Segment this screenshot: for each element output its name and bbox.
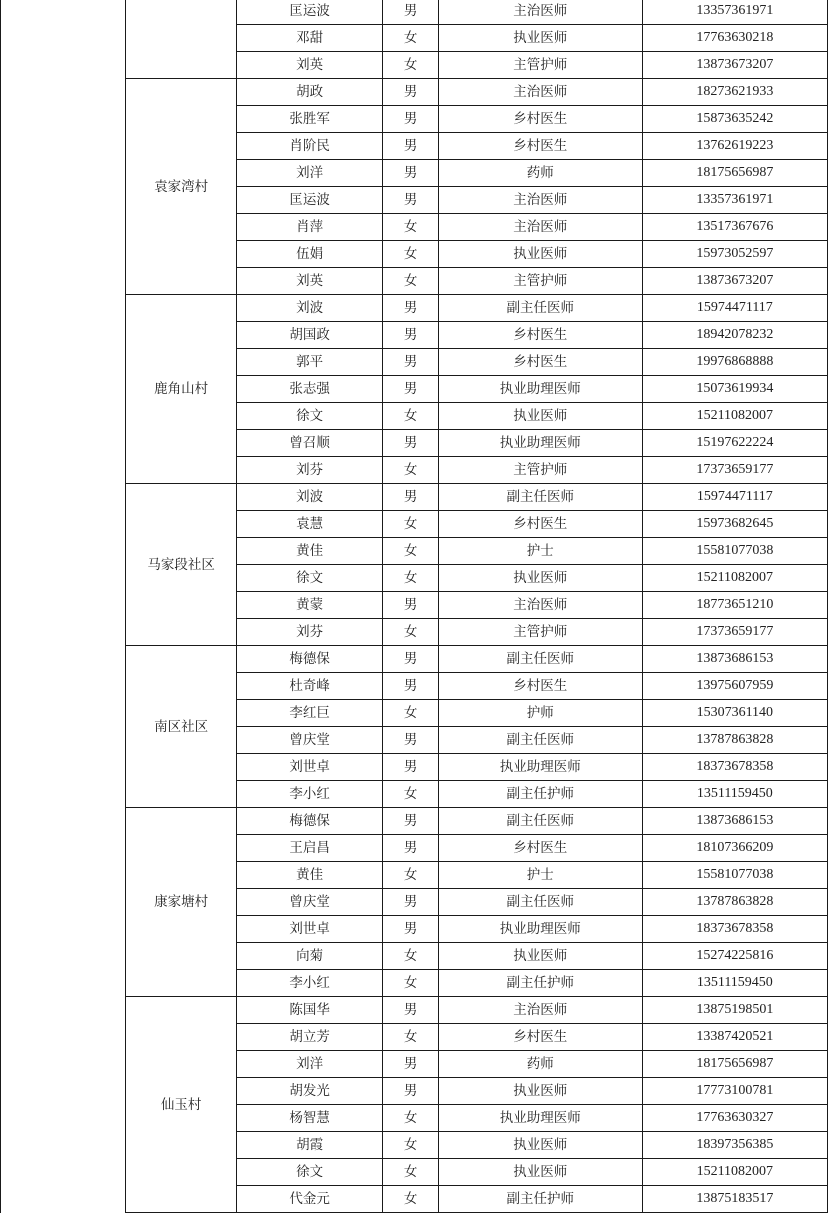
title-cell: 主治医师 bbox=[438, 997, 642, 1024]
gender-cell: 男 bbox=[383, 484, 439, 511]
doctor-name-cell: 刘洋 bbox=[236, 160, 383, 187]
village-name-cell: 鹿角山村 bbox=[126, 295, 236, 484]
phone-cell: 15197622224 bbox=[642, 430, 827, 457]
title-cell: 主管护师 bbox=[438, 619, 642, 646]
phone-cell: 13873686153 bbox=[642, 808, 827, 835]
title-cell: 副主任护师 bbox=[438, 970, 642, 997]
title-cell: 执业助理医师 bbox=[438, 1105, 642, 1132]
phone-cell: 15581077038 bbox=[642, 862, 827, 889]
doctor-name-cell: 胡国政 bbox=[236, 322, 383, 349]
doctor-name-cell: 胡发光 bbox=[236, 1078, 383, 1105]
phone-cell: 13873673207 bbox=[642, 52, 827, 79]
title-cell: 乡村医生 bbox=[438, 835, 642, 862]
gender-cell: 男 bbox=[383, 106, 439, 133]
title-cell: 药师 bbox=[438, 1051, 642, 1078]
doctor-name-cell: 胡立芳 bbox=[236, 1024, 383, 1051]
doctor-name-cell: 梅德保 bbox=[236, 646, 383, 673]
phone-cell: 13873686153 bbox=[642, 646, 827, 673]
doctor-name-cell: 刘英 bbox=[236, 268, 383, 295]
gender-cell: 女 bbox=[383, 511, 439, 538]
gender-cell: 男 bbox=[383, 1078, 439, 1105]
table-row bbox=[1, 79, 828, 106]
phone-cell: 13357361971 bbox=[642, 187, 827, 214]
table-row bbox=[1, 646, 828, 673]
phone-cell: 13787863828 bbox=[642, 889, 827, 916]
gender-cell: 女 bbox=[383, 943, 439, 970]
gender-cell: 男 bbox=[383, 1051, 439, 1078]
phone-cell: 15973052597 bbox=[642, 241, 827, 268]
title-cell: 副主任医师 bbox=[438, 295, 642, 322]
gender-cell: 男 bbox=[383, 295, 439, 322]
gender-cell: 男 bbox=[383, 160, 439, 187]
doctor-name-cell: 肖萍 bbox=[236, 214, 383, 241]
doctor-name-cell: 邓甜 bbox=[236, 25, 383, 52]
title-cell: 执业助理医师 bbox=[438, 376, 642, 403]
doctor-table-body bbox=[1, 0, 828, 1213]
phone-cell: 17373659177 bbox=[642, 457, 827, 484]
doctor-name-cell: 徐文 bbox=[236, 403, 383, 430]
phone-cell: 18107366209 bbox=[642, 835, 827, 862]
doctor-name-cell: 杜奇峰 bbox=[236, 673, 383, 700]
title-cell: 护士 bbox=[438, 862, 642, 889]
phone-cell: 13357361971 bbox=[642, 0, 827, 25]
gender-cell: 女 bbox=[383, 1132, 439, 1159]
phone-cell: 17773100781 bbox=[642, 1078, 827, 1105]
title-cell: 执业医师 bbox=[438, 1078, 642, 1105]
gender-cell: 女 bbox=[383, 1024, 439, 1051]
doctor-name-cell: 胡政 bbox=[236, 79, 383, 106]
doctor-name-cell: 刘芬 bbox=[236, 457, 383, 484]
phone-cell: 15211082007 bbox=[642, 403, 827, 430]
title-cell: 执业助理医师 bbox=[438, 754, 642, 781]
title-cell: 执业医师 bbox=[438, 1132, 642, 1159]
phone-cell: 18373678358 bbox=[642, 754, 827, 781]
village-name-cell: 南区社区 bbox=[126, 646, 236, 808]
title-cell: 执业医师 bbox=[438, 1159, 642, 1186]
title-cell: 主管护师 bbox=[438, 52, 642, 79]
phone-cell: 15873635242 bbox=[642, 106, 827, 133]
village-name-cell: 康家塘村 bbox=[126, 808, 236, 997]
phone-cell: 17763630218 bbox=[642, 25, 827, 52]
doctor-name-cell: 李红巨 bbox=[236, 700, 383, 727]
title-cell: 执业医师 bbox=[438, 565, 642, 592]
gender-cell: 女 bbox=[383, 619, 439, 646]
gender-cell: 男 bbox=[383, 349, 439, 376]
doctor-name-cell: 伍娟 bbox=[236, 241, 383, 268]
gender-cell: 男 bbox=[383, 727, 439, 754]
doctor-name-cell: 刘世卓 bbox=[236, 916, 383, 943]
gender-cell: 女 bbox=[383, 268, 439, 295]
doctor-name-cell: 匡运波 bbox=[236, 0, 383, 25]
phone-cell: 15073619934 bbox=[642, 376, 827, 403]
title-cell: 执业助理医师 bbox=[438, 430, 642, 457]
doctor-name-cell: 梅德保 bbox=[236, 808, 383, 835]
doctor-name-cell: 李小红 bbox=[236, 970, 383, 997]
doctor-name-cell: 匡运波 bbox=[236, 187, 383, 214]
gender-cell: 女 bbox=[383, 52, 439, 79]
phone-cell: 15211082007 bbox=[642, 1159, 827, 1186]
phone-cell: 13875183517 bbox=[642, 1186, 827, 1213]
doctor-name-cell: 刘芬 bbox=[236, 619, 383, 646]
gender-cell: 女 bbox=[383, 700, 439, 727]
doctor-name-cell: 曾庆堂 bbox=[236, 889, 383, 916]
doctor-name-cell: 刘洋 bbox=[236, 1051, 383, 1078]
doctor-name-cell: 李小红 bbox=[236, 781, 383, 808]
doctor-name-cell: 黄佳 bbox=[236, 862, 383, 889]
doctor-name-cell: 徐文 bbox=[236, 565, 383, 592]
phone-cell: 18942078232 bbox=[642, 322, 827, 349]
title-cell: 副主任医师 bbox=[438, 646, 642, 673]
doctor-name-cell: 徐文 bbox=[236, 1159, 383, 1186]
title-cell: 执业医师 bbox=[438, 403, 642, 430]
doctor-name-cell: 肖阶民 bbox=[236, 133, 383, 160]
title-cell: 副主任护师 bbox=[438, 1186, 642, 1213]
title-cell: 执业医师 bbox=[438, 943, 642, 970]
title-cell: 护士 bbox=[438, 538, 642, 565]
gender-cell: 男 bbox=[383, 835, 439, 862]
title-cell: 乡村医生 bbox=[438, 673, 642, 700]
doctor-name-cell: 郭平 bbox=[236, 349, 383, 376]
phone-cell: 13762619223 bbox=[642, 133, 827, 160]
phone-cell: 15307361140 bbox=[642, 700, 827, 727]
gender-cell: 女 bbox=[383, 862, 439, 889]
phone-cell: 18373678358 bbox=[642, 916, 827, 943]
phone-cell: 15274225816 bbox=[642, 943, 827, 970]
doctor-name-cell: 刘波 bbox=[236, 484, 383, 511]
doctor-name-cell: 陈国华 bbox=[236, 997, 383, 1024]
phone-cell: 19976868888 bbox=[642, 349, 827, 376]
gender-cell: 男 bbox=[383, 430, 439, 457]
doctor-name-cell: 王启昌 bbox=[236, 835, 383, 862]
title-cell: 乡村医生 bbox=[438, 322, 642, 349]
gender-cell: 男 bbox=[383, 376, 439, 403]
gender-cell: 男 bbox=[383, 0, 439, 25]
doctor-name-cell: 黄佳 bbox=[236, 538, 383, 565]
phone-cell: 13387420521 bbox=[642, 1024, 827, 1051]
doctor-name-cell: 曾召顺 bbox=[236, 430, 383, 457]
title-cell: 主治医师 bbox=[438, 187, 642, 214]
gender-cell: 男 bbox=[383, 997, 439, 1024]
title-cell: 乡村医生 bbox=[438, 511, 642, 538]
title-cell: 主治医师 bbox=[438, 0, 642, 25]
phone-cell: 15974471117 bbox=[642, 295, 827, 322]
phone-cell: 13517367676 bbox=[642, 214, 827, 241]
title-cell: 副主任医师 bbox=[438, 889, 642, 916]
gender-cell: 女 bbox=[383, 970, 439, 997]
table-row bbox=[1, 295, 828, 322]
title-cell: 副主任护师 bbox=[438, 781, 642, 808]
phone-cell: 13787863828 bbox=[642, 727, 827, 754]
gender-cell: 男 bbox=[383, 592, 439, 619]
village-name-cell: 马家段社区 bbox=[126, 484, 236, 646]
gender-cell: 男 bbox=[383, 673, 439, 700]
phone-cell: 18773651210 bbox=[642, 592, 827, 619]
phone-cell: 18397356385 bbox=[642, 1132, 827, 1159]
blank-column-cell bbox=[1, 295, 126, 484]
blank-column-cell bbox=[1, 0, 126, 79]
doctor-name-cell: 刘波 bbox=[236, 295, 383, 322]
table-row bbox=[1, 808, 828, 835]
doctor-name-cell: 张胜军 bbox=[236, 106, 383, 133]
doctor-name-cell: 黄蒙 bbox=[236, 592, 383, 619]
title-cell: 副主任医师 bbox=[438, 727, 642, 754]
title-cell: 乡村医生 bbox=[438, 133, 642, 160]
gender-cell: 女 bbox=[383, 1105, 439, 1132]
gender-cell: 男 bbox=[383, 133, 439, 160]
title-cell: 副主任医师 bbox=[438, 484, 642, 511]
phone-cell: 13511159450 bbox=[642, 970, 827, 997]
title-cell: 主管护师 bbox=[438, 268, 642, 295]
table-row bbox=[1, 484, 828, 511]
doctor-name-cell: 袁慧 bbox=[236, 511, 383, 538]
phone-cell: 15974471117 bbox=[642, 484, 827, 511]
table-row bbox=[1, 0, 828, 25]
phone-cell: 13873673207 bbox=[642, 268, 827, 295]
village-name-cell: 仙玉村 bbox=[126, 997, 236, 1213]
title-cell: 主治医师 bbox=[438, 79, 642, 106]
gender-cell: 女 bbox=[383, 25, 439, 52]
gender-cell: 女 bbox=[383, 403, 439, 430]
blank-column-cell bbox=[1, 79, 126, 295]
phone-cell: 13875198501 bbox=[642, 997, 827, 1024]
table-row bbox=[1, 997, 828, 1024]
phone-cell: 17763630327 bbox=[642, 1105, 827, 1132]
doctor-name-cell: 刘世卓 bbox=[236, 754, 383, 781]
gender-cell: 男 bbox=[383, 322, 439, 349]
gender-cell: 男 bbox=[383, 79, 439, 106]
title-cell: 副主任医师 bbox=[438, 808, 642, 835]
gender-cell: 女 bbox=[383, 214, 439, 241]
village-name-cell bbox=[126, 0, 236, 79]
gender-cell: 女 bbox=[383, 781, 439, 808]
gender-cell: 女 bbox=[383, 538, 439, 565]
gender-cell: 男 bbox=[383, 916, 439, 943]
doctor-name-cell: 曾庆堂 bbox=[236, 727, 383, 754]
blank-column-cell bbox=[1, 646, 126, 808]
gender-cell: 女 bbox=[383, 1159, 439, 1186]
gender-cell: 男 bbox=[383, 187, 439, 214]
title-cell: 执业助理医师 bbox=[438, 916, 642, 943]
blank-column-cell bbox=[1, 997, 126, 1213]
title-cell: 执业医师 bbox=[438, 241, 642, 268]
gender-cell: 女 bbox=[383, 1186, 439, 1213]
phone-cell: 15973682645 bbox=[642, 511, 827, 538]
phone-cell: 17373659177 bbox=[642, 619, 827, 646]
gender-cell: 女 bbox=[383, 241, 439, 268]
village-name-cell: 袁家湾村 bbox=[126, 79, 236, 295]
blank-column-cell bbox=[1, 484, 126, 646]
doctor-name-cell: 向菊 bbox=[236, 943, 383, 970]
doctor-name-cell: 张志强 bbox=[236, 376, 383, 403]
title-cell: 乡村医生 bbox=[438, 1024, 642, 1051]
doctor-name-cell: 杨智慧 bbox=[236, 1105, 383, 1132]
gender-cell: 男 bbox=[383, 889, 439, 916]
gender-cell: 男 bbox=[383, 808, 439, 835]
phone-cell: 13975607959 bbox=[642, 673, 827, 700]
phone-cell: 18175656987 bbox=[642, 1051, 827, 1078]
title-cell: 主治医师 bbox=[438, 592, 642, 619]
title-cell: 乡村医生 bbox=[438, 349, 642, 376]
doctor-name-cell: 刘英 bbox=[236, 52, 383, 79]
title-cell: 主管护师 bbox=[438, 457, 642, 484]
phone-cell: 15581077038 bbox=[642, 538, 827, 565]
title-cell: 主治医师 bbox=[438, 214, 642, 241]
phone-cell: 15211082007 bbox=[642, 565, 827, 592]
title-cell: 药师 bbox=[438, 160, 642, 187]
title-cell: 执业医师 bbox=[438, 25, 642, 52]
gender-cell: 女 bbox=[383, 457, 439, 484]
gender-cell: 男 bbox=[383, 646, 439, 673]
doctor-name-cell: 胡霞 bbox=[236, 1132, 383, 1159]
gender-cell: 女 bbox=[383, 565, 439, 592]
blank-column-cell bbox=[1, 808, 126, 997]
phone-cell: 13511159450 bbox=[642, 781, 827, 808]
phone-cell: 18273621933 bbox=[642, 79, 827, 106]
gender-cell: 男 bbox=[383, 754, 439, 781]
doctor-name-cell: 代金元 bbox=[236, 1186, 383, 1213]
title-cell: 护师 bbox=[438, 700, 642, 727]
phone-cell: 18175656987 bbox=[642, 160, 827, 187]
title-cell: 乡村医生 bbox=[438, 106, 642, 133]
